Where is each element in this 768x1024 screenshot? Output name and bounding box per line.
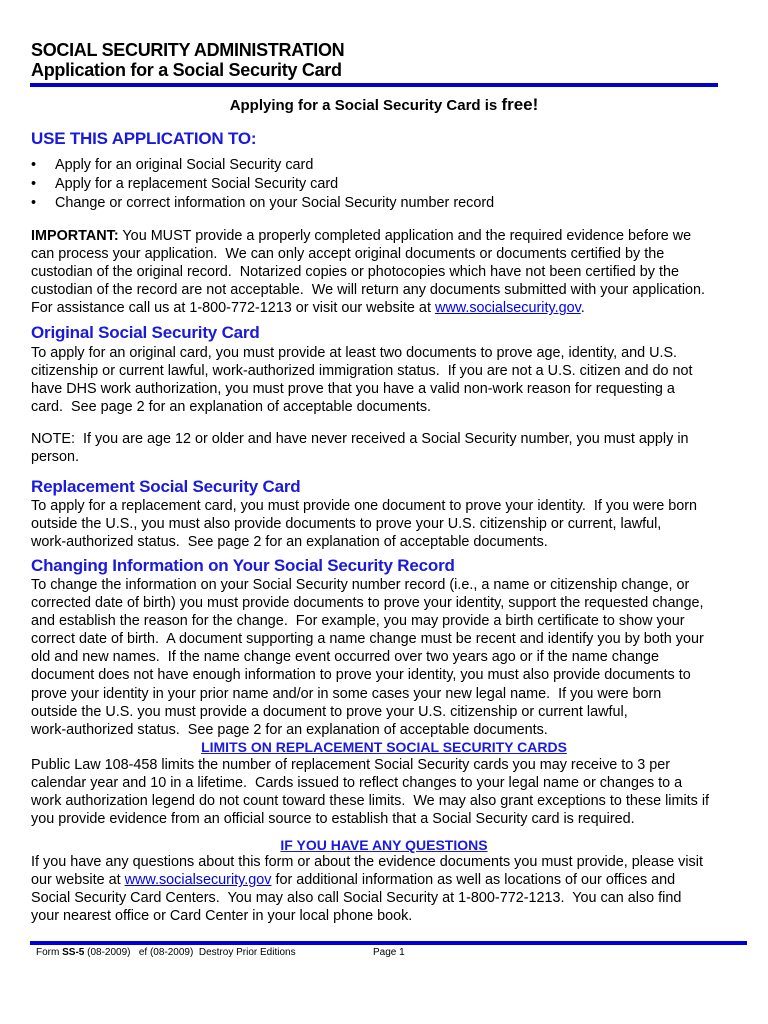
bullet-text: Change or correct information on your Social Security number record	[55, 195, 495, 211]
text-line: If you have any questions about this form or about the evidence documents you must provide, please visit	[31, 854, 703, 870]
text-line: For assistance call us at 1-800-772-1213 or visit our website at www.socialsecurity.gov.	[31, 300, 585, 317]
text-line: document does not have enough information to prove your identity, you must also provide documents to	[31, 667, 691, 684]
form-title: Application for a Social Security Card	[31, 60, 342, 80]
questions-paragraph	[31, 853, 703, 925]
text-line: and establish the reason for the change. For example, you may provide a birth certificate to show your	[31, 613, 685, 630]
text-line: Social Security Card Centers. You may also call Social Security at 1-800-772-1213. You can also find	[31, 890, 682, 907]
website-link[interactable]: www.socialsecurity.gov	[124, 872, 272, 889]
text-line: correct date of birth. A document supporting a name change must be recent and identify you by both your	[31, 631, 704, 648]
free-notice-text: Applying for a Social Security Card is	[229, 97, 498, 114]
important-label: IMPORTANT:	[31, 228, 119, 244]
text-line: work-authorized status. See page 2 for an explanation of acceptable documents.	[31, 721, 548, 738]
bullet-item: • Change or correct information on your Social Security number record	[31, 195, 495, 211]
text-line: work authorization legend do not count toward these limits. We may also grant exceptions to these limits if	[31, 793, 710, 810]
bullet-item: • Apply for an original Social Security card	[31, 157, 314, 173]
questions-heading: IF YOU HAVE ANY QUESTIONS	[280, 837, 488, 853]
text-line: our website at www.socialsecurity.gov for additional information as well as locations of our offices and	[31, 872, 676, 889]
replacement-paragraph	[31, 497, 697, 551]
bullet-item: • Apply for a replacement Social Security card	[31, 176, 339, 192]
text-line: your nearest office or Card Center in your local phone book.	[31, 908, 413, 925]
text-line: person.	[31, 449, 79, 466]
free-notice	[0, 95, 768, 115]
note-paragraph	[31, 430, 689, 466]
use-heading: USE THIS APPLICATION TO:	[31, 129, 257, 148]
text-line: Public Law 108-458 limits the number of replacement Social Security cards you may receive to 3 per	[31, 757, 671, 773]
header-rule	[30, 83, 718, 87]
replacement-heading: Replacement Social Security Card	[31, 477, 301, 496]
text-line: have DHS work authorization, you must prove that you have a valid non-work reason for requesting a	[31, 381, 675, 398]
free-word: free!	[501, 95, 539, 114]
footer-form-prefix: Form	[36, 947, 60, 958]
footer-edition: (08-2009) ef (08-2009) Destroy Prior Editions	[87, 947, 296, 958]
text-line: outside the U.S., you must also provide documents to prove your U.S. citizenship or current, lawful,	[31, 516, 662, 533]
website-link[interactable]: www.socialsecurity.gov	[434, 300, 581, 317]
text-line: prove your identity in your prior name and/or in some cases your new legal name. If you were born	[31, 685, 662, 702]
bullet-text: Apply for an original Social Security card	[55, 157, 314, 173]
changing-heading: Changing Information on Your Social Security Record	[31, 556, 455, 575]
text-line: you provide evidence from an official source to establish that a Social Security card is required.	[31, 811, 635, 828]
footer-form-info	[36, 947, 296, 958]
footer-form-number: SS-5	[62, 947, 85, 958]
agency-title: SOCIAL SECURITY ADMINISTRATION	[31, 40, 345, 60]
limits-paragraph	[31, 756, 709, 828]
footer-page: Page 1	[373, 947, 405, 958]
text-line: corrected date of birth) you must provide documents to prove your identity, support the requested change,	[31, 595, 704, 612]
use-bullet-list	[31, 156, 494, 213]
original-heading: Original Social Security Card	[31, 323, 260, 342]
text-line: NOTE: If you are age 12 or older and have never received a Social Security number, you must apply in	[31, 431, 689, 447]
text-line: work-authorized status. See page 2 for an explanation of acceptable documents.	[31, 534, 548, 551]
text-line: IMPORTANT: You MUST provide a properly completed application and the required evidence before we	[31, 228, 692, 244]
important-paragraph	[31, 227, 705, 317]
footer-rule	[30, 941, 747, 945]
text-line: To apply for a replacement card, you must provide one document to prove your identity. If you were born	[31, 498, 698, 514]
bullet-text: Apply for a replacement Social Security card	[55, 176, 339, 192]
text-line: can process your application. We can only accept original documents or documents certified by the	[31, 246, 665, 263]
text-line: custodian of the record are not acceptable. We will return any documents submitted with your application.	[31, 282, 706, 299]
text-line: old and new names. If the name change event occurred over two years ago or if the name change	[31, 649, 659, 666]
text-line: outside the U.S. you must provide a document to prove your U.S. citizenship or current lawful,	[31, 703, 628, 720]
text-line: card. See page 2 for an explanation of acceptable documents.	[31, 399, 432, 416]
text-line: custodian of the original record. Notarized copies or photocopies which have not been certified by the	[31, 264, 679, 281]
changing-paragraph	[31, 576, 704, 739]
text-line: calendar year and 10 in a lifetime. Cards issued to reflect changes to your legal name or changes to a	[31, 775, 683, 792]
limits-heading: LIMITS ON REPLACEMENT SOCIAL SECURITY CARDS	[201, 739, 567, 755]
text-line: To change the information on your Social Security number record (i.e., a name or citizenship change, or	[31, 577, 690, 593]
text-line: To apply for an original card, you must provide at least two documents to prove age, identity, and U.S.	[31, 345, 678, 361]
original-paragraph	[31, 344, 692, 416]
text-line: citizenship or current lawful, work-authorized immigration status. If you are not a U.S. citizen and do not	[31, 363, 693, 380]
